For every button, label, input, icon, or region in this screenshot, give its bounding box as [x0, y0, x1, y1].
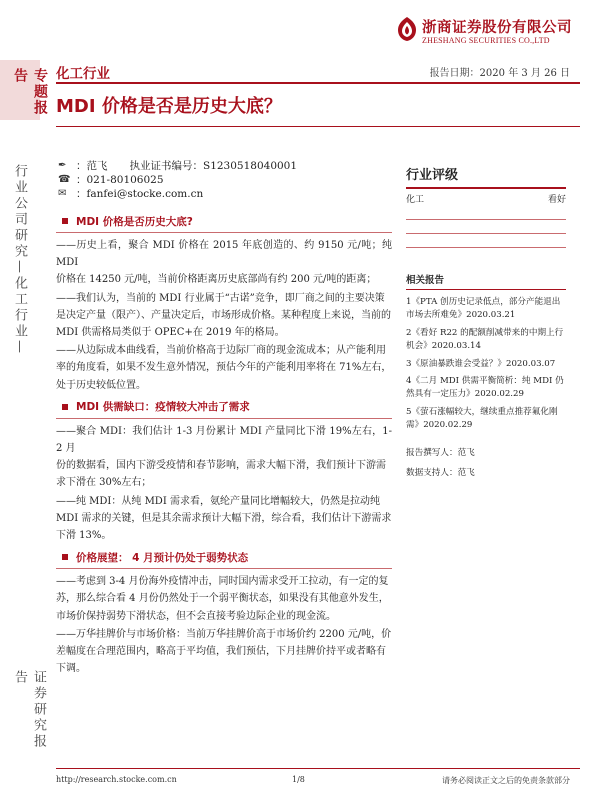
footer-divider: [56, 768, 580, 769]
paragraph: ——纯 MDI：从纯 MDI 需求看，氨纶产量同比增幅较大，仍然是拉动纯 MDI 需求的关键，但是其余需求预计大幅下滑，综合看，我们估计下游需求 下滑 13%。: [56, 495, 392, 542]
company-name-cn: 浙商证券股份有限公司: [422, 20, 572, 36]
section-bullet-icon: [62, 218, 68, 224]
rating-rule: [406, 219, 566, 220]
related-title: 相关报告: [406, 275, 445, 286]
page-number: 1/8: [292, 775, 305, 784]
section-divider: [56, 568, 392, 569]
paragraph: ——考虑到 3-4 月份海外疫情冲击，同时国内需求受开工拉动，有一定的复 苏，那么综合看 4 月份仍然处于一个弱平衡状态，如果没有其他意外发生， 市场价保持弱势下滑状态，但不会直接考验边际企业的现金流。: [56, 576, 389, 622]
logo-mark-icon: [396, 16, 418, 42]
related-report-link[interactable]: 5《萤石涨幅较大，继续重点推荐氟化刚需》2020.02.29: [406, 406, 558, 431]
sector-label: 化工行业: [56, 66, 110, 82]
footer-disclaimer: 请务必阅读正文之后的免责条款部分: [442, 776, 570, 785]
author-row: [58, 158, 388, 172]
sidebar-report-type: [0, 60, 48, 120]
mail-icon: ✉: [58, 187, 67, 199]
section-heading-text: MDI 供需缺口：疫情较大冲击了需求: [76, 401, 250, 414]
related-report-link[interactable]: 4《二月 MDI 供需平衡简析：纯 MDI 仍然具有一定压力》2020.02.29: [406, 376, 564, 400]
sidebar-category-label: 行业公司研究—化工行业—: [12, 164, 27, 356]
related-report-link[interactable]: 1《PTA 创历史记录低点，部分产能退出市场去所难免》2020.03.21: [406, 297, 561, 321]
section-divider: [56, 232, 392, 233]
section-divider: [56, 418, 392, 419]
footer-url-link[interactable]: http://research.stocke.com.cn: [56, 775, 177, 784]
header-divider: [56, 82, 580, 84]
section-bullet-icon: [62, 404, 68, 410]
related-divider: [406, 289, 566, 290]
email-row: [58, 186, 388, 200]
analyst-name: ：范飞: [76, 159, 108, 172]
title-divider: [56, 126, 580, 127]
rating-value: 看好: [547, 194, 566, 205]
analyst-info: [406, 446, 566, 486]
paragraph: ——聚合 MDI：我们估计 1-3 月份累计 MDI 产量同比下滑 19%左右，1-2 月 份的数据看，国内下游受疫情和春节影响，需求大幅下滑，我们预计下游需 求下滑在 30%左右；: [56, 425, 392, 489]
company-logo: [396, 12, 586, 48]
phone-icon: ☎: [58, 173, 71, 185]
section-heading: [56, 212, 392, 230]
rating-divider: [406, 187, 566, 189]
pen-icon: ✒: [58, 159, 67, 171]
sidebar-footer-label: 证券研究报告: [12, 670, 46, 750]
report-date: 报告日期：2020 年 3 月 26 日: [429, 68, 570, 79]
license-number: 执业证书编号：S1230518040001: [129, 159, 298, 172]
author-block: [58, 158, 388, 200]
paragraph: ——万华挂牌价与市场价格：当前万华挂牌价高于市场价约 2200 元/吨，价 差幅度在合理范围内，略高于平均值，我们预估，下月挂牌价持平或者略有 下调。: [56, 628, 392, 675]
paragraph: ——我们认为，当前的 MDI 行业属于“古诺”竞争，即厂商之间的主要决策 是决定产量（限产）、产量决定后，市场形成价格。某种程度上来说，当前的 MDI 供需格局类似于 OPEC+在 2019 年的格局。: [56, 292, 391, 339]
paragraph: ——从边际成本曲线看，当前价格高于边际厂商的现金流成本；从产能利用 率的角度看，如果不发生意外情况，预估今年的产能利用率将在 71%左右， 处于历史较低位置。: [56, 345, 392, 391]
data-support-line: 数据支持人：范飞: [406, 468, 475, 478]
related-report-link[interactable]: 3《原油暴跌谁会受益？》2020.03.07: [406, 358, 556, 369]
related-reports: [406, 272, 566, 437]
report-author-line: 报告撰写人：范飞: [406, 448, 475, 458]
email-address[interactable]: ：fanfei@stocke.com.cn: [76, 187, 204, 200]
section-heading-text: 价格展望： 4 月预计仍处于弱势状态: [76, 551, 249, 564]
rating-rule: [406, 233, 566, 234]
section-heading-text: MDI 价格是否历史大底?: [76, 215, 193, 228]
section-heading: [56, 398, 392, 416]
sidebar-report-type-label: 专题报告: [12, 68, 48, 116]
phone-number: ：021-80106025: [76, 173, 164, 186]
section-bullet-icon: [62, 554, 68, 560]
company-name-en: ZHESHANG SECURITIES CO.,LTD: [422, 36, 550, 45]
main-content: [56, 208, 392, 678]
rating-rule: [406, 247, 566, 248]
related-report-link[interactable]: 2《看好 R22 的配额削减带来的中期上行机会》2020.03.14: [406, 327, 564, 352]
phone-row: [58, 172, 388, 186]
rating-sector: 化工: [406, 194, 425, 205]
paragraph: ——历史上看，聚合 MDI 价格在 2015 年底创造的、约 9150 元/吨；纯 MDI 价格在 14250 元/吨，当前价格距离历史底部尚有约 200 元/吨的距离；: [56, 240, 392, 286]
rating-row: [406, 192, 566, 206]
industry-rating: [406, 164, 566, 248]
section-heading: [56, 548, 392, 566]
sidebar-category: [4, 150, 40, 600]
rating-title: 行业评级: [406, 168, 459, 183]
sidebar-footer: [4, 660, 46, 760]
report-title: MDI 价格是否是历史大底？: [56, 96, 282, 117]
